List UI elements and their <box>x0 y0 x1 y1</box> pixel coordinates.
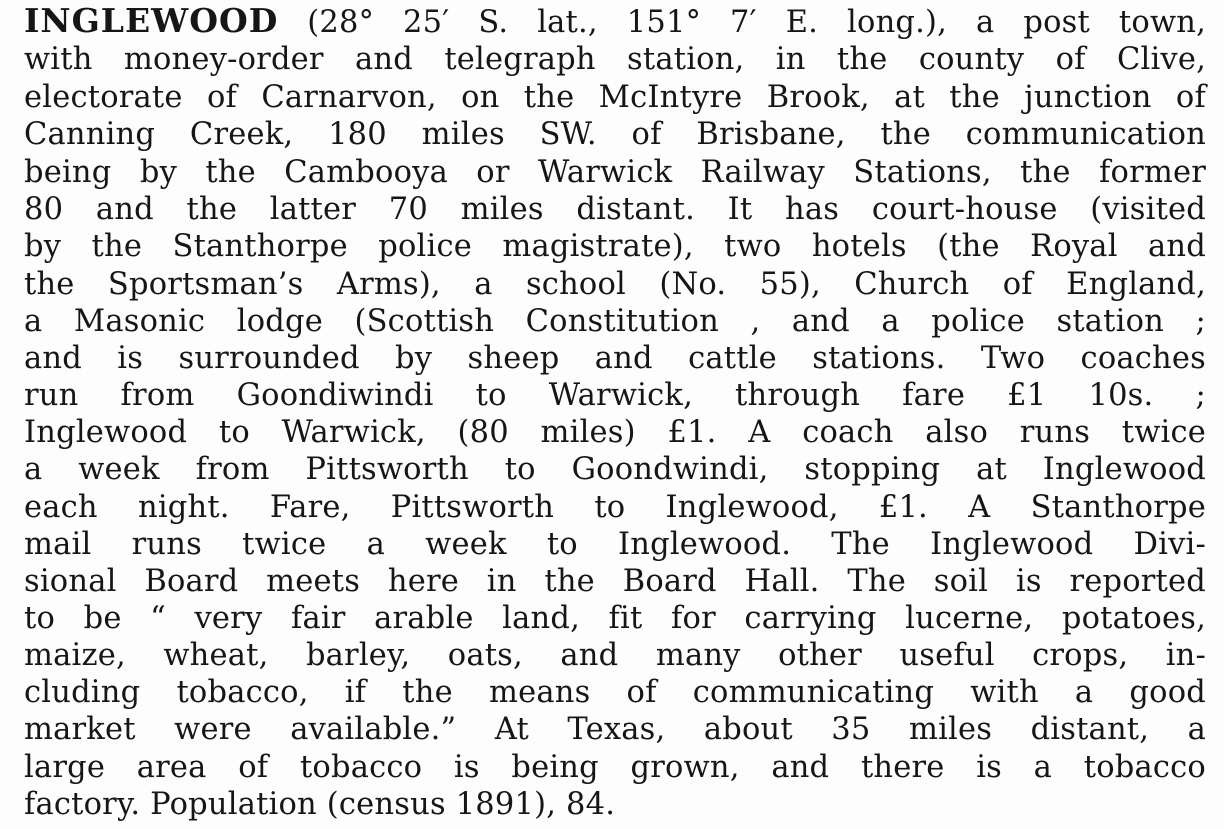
entry-line-6: 80 and the latter 70 miles distant. It has court-house (visited <box>24 192 1206 227</box>
entry-line-1-text: (28° 25′ S. lat., 151° 7′ E. long.), a post town, <box>278 5 1206 40</box>
entry-line-10: and is surrounded by sheep and cattle stations. Two coaches <box>24 341 1206 376</box>
entry-line-20: market were available.” At Texas, about 35 miles distant, a <box>24 712 1206 747</box>
entry-line-16: sional Board meets here in the Board Hall. The soil is reported <box>24 564 1206 599</box>
entry-line-21: large area of tobacco is being grown, and there is a tobacco <box>24 750 1206 785</box>
entry-line-4: Canning Creek, 180 miles SW. of Brisbane, the communication <box>24 117 1206 152</box>
entry-line-22: factory. Population (census 1891), 84. <box>24 787 616 822</box>
entry-line-8: the Sportsman’s Arms), a school (No. 55), Church of England, <box>24 267 1206 302</box>
entry-line-3: electorate of Carnarvon, on the McIntyre Brook, at the junction of <box>24 80 1206 115</box>
entry-line-7: by the Stanthorpe police magistrate), two hotels (the Royal and <box>24 229 1206 264</box>
entry-line-2: with money-order and telegraph station, in the county of Clive, <box>24 42 1206 77</box>
entry-line-12: Inglewood to Warwick, (80 miles) £1. A coach also runs twice <box>24 415 1206 450</box>
entry-line-19: cluding tobacco, if the means of communicating with a good <box>24 675 1206 710</box>
entry-line-13: a week from Pittsworth to Goondwindi, stopping at Inglewood <box>24 452 1206 487</box>
entry-line-15: mail runs twice a week to Inglewood. The Inglewood Divi- <box>24 527 1206 562</box>
entry-line-9: a Masonic lodge (Scottish Constitution , and a police station ; <box>24 304 1206 339</box>
entry-line-11: run from Goondiwindi to Warwick, through fare £1 10s. ; <box>24 378 1206 413</box>
entry-line-18: maize, wheat, barley, oats, and many other useful crops, in- <box>24 638 1206 673</box>
entry-headword: INGLEWOOD <box>24 1 279 40</box>
entry-line-1 <box>24 2 1206 39</box>
entry-line-17: to be “ very fair arable land, fit for carrying lucerne, potatoes, <box>24 601 1206 636</box>
entry-line-14: each night. Fare, Pittsworth to Inglewood, £1. A Stanthorpe <box>24 490 1206 525</box>
entry-line-5: being by the Cambooya or Warwick Railway Stations, the former <box>24 155 1206 190</box>
